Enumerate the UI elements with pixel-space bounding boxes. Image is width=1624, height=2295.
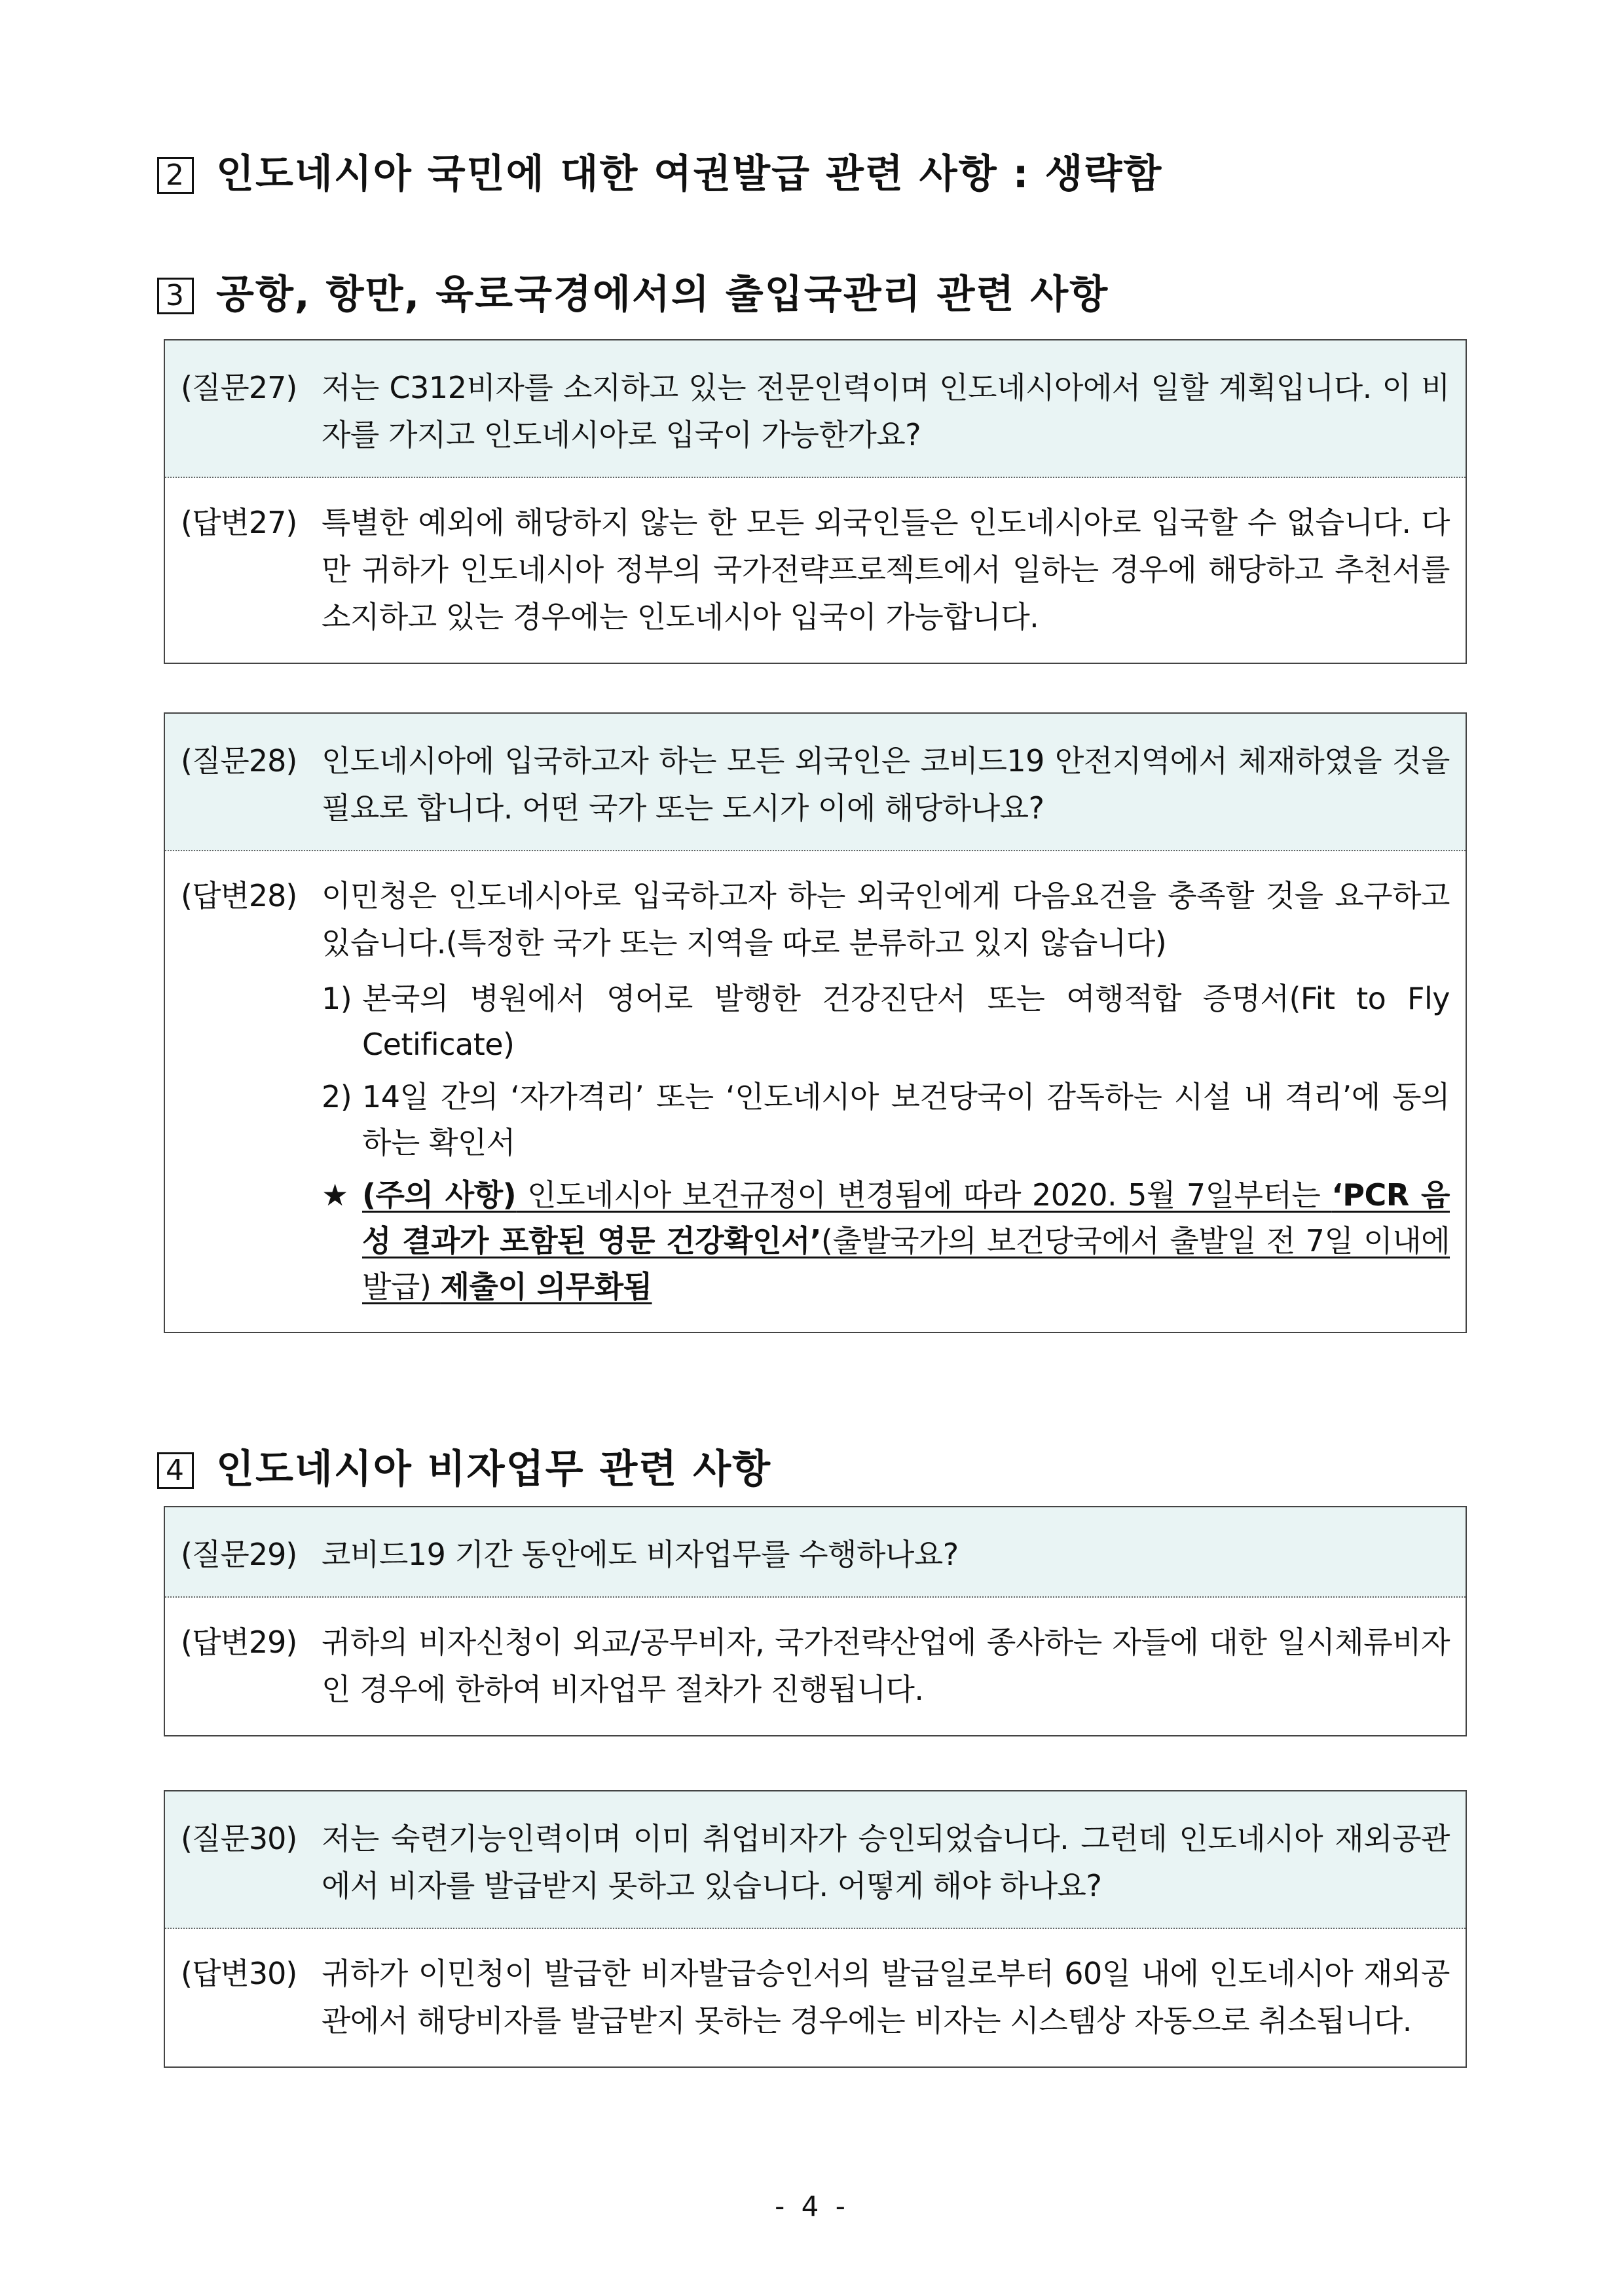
- caution-label: (주의 사항): [362, 1177, 517, 1213]
- question-row: [165, 340, 1466, 478]
- answer-text: 귀하의 비자신청이 외교/공무비자, 국가전략산업에 종사하는 자들에 대한 일시체류비자인 경우에 한하여 비자업무 절차가 진행됩니다.: [322, 1625, 1450, 1707]
- list-item-marker: 2): [322, 1079, 352, 1114]
- caution-note-text: [362, 1172, 1450, 1310]
- section-heading-2: [157, 148, 1162, 200]
- qa-box-28: [164, 712, 1467, 1333]
- answer-label: (답변28): [181, 878, 297, 913]
- section-title-text: 공항, 항만, 육로국경에서의 출입국관리 관련 사항: [216, 272, 1109, 318]
- question-text: 저는 숙련기능인력이며 이미 취업비자가 승인되었습니다. 그런데 인도네시아 재외공관에서 비자를 발급받지 못하고 있습니다. 어떻게 해야 하나요?: [322, 1821, 1450, 1903]
- answer-label: (답변29): [181, 1625, 297, 1660]
- question-text: 저는 C312비자를 소지하고 있는 전문인력이며 인도네시아에서 일할 계획입니다. 이 비자를 가지고 인도네시아로 입국이 가능한가요?: [322, 370, 1450, 452]
- question-label: (질문28): [181, 743, 297, 779]
- star-icon: ★: [322, 1177, 348, 1213]
- answer-text: 특별한 예외에 해당하지 않는 한 모든 외국인들은 인도네시아로 입국할 수 없습니다. 다만 귀하가 인도네시아 정부의 국가전략프로젝트에서 일하는 경우에 해당하고 추천서를 소지하고 있는 경우에는 인도네시아 입국이 가능합니다.: [322, 505, 1450, 634]
- question-label: (질문29): [181, 1537, 297, 1572]
- qa-box-29: [164, 1506, 1467, 1736]
- answer-label: (답변27): [181, 505, 297, 540]
- section-title-text: 인도네시아 비자업무 관련 사항: [216, 1446, 772, 1492]
- section-heading-3: [157, 268, 1109, 321]
- answer-row: [165, 478, 1466, 663]
- answer-text: 이민청은 인도네시아로 입국하고자 하는 외국인에게 다음요건을 충족할 것을 요구하고 있습니다.(특정한 국가 또는 지역을 따로 분류하고 있지 않습니다): [322, 878, 1450, 961]
- question-row: [165, 1507, 1466, 1598]
- qa-box-27: [164, 339, 1467, 664]
- list-item-marker: 1): [322, 981, 352, 1016]
- section-number-box: 4: [157, 1452, 194, 1489]
- section-number-box: 2: [157, 157, 194, 194]
- caution-note: [322, 1172, 1450, 1310]
- caution-emphasis: ‘PCR 음성 결과가 포함된 영문 건강확인서’: [362, 1177, 1450, 1258]
- question-text: 코비드19 기간 동안에도 비자업무를 수행하나요?: [322, 1537, 959, 1572]
- qa-box-30: [164, 1790, 1467, 2068]
- requirement-list: [322, 976, 1450, 1310]
- list-item: [322, 976, 1450, 1067]
- caution-emphasis: 제출이 의무화됨: [440, 1269, 652, 1304]
- answer-row: [165, 1598, 1466, 1735]
- caution-text-part: (출발국가의 보건당국에서 출발일 전 7일 이내에 발급): [362, 1223, 1450, 1304]
- answer-row: [165, 1929, 1466, 2066]
- question-label: (질문30): [181, 1821, 297, 1856]
- list-item-text: 본국의 병원에서 영어로 발행한 건강진단서 또는 여행적합 증명서(Fit to Fly Cetificate): [362, 981, 1450, 1062]
- list-item: [322, 1074, 1450, 1166]
- answer-label: (답변30): [181, 1956, 297, 1991]
- question-row: [165, 1791, 1466, 1929]
- section-heading-4: [157, 1443, 771, 1496]
- answer-text: 귀하가 이민청이 발급한 비자발급승인서의 발급일로부터 60일 내에 인도네시아 재외공관에서 해당비자를 발급받지 못하는 경우에는 비자는 시스템상 자동으로 취소됩니다.: [322, 1956, 1450, 2038]
- question-row: [165, 714, 1466, 851]
- section-number-box: 3: [157, 278, 194, 314]
- page-number: - 4 -: [775, 2190, 849, 2222]
- question-text: 인도네시아에 입국하고자 하는 모든 외국인은 코비드19 안전지역에서 체재하였을 것을 필요로 합니다. 어떤 국가 또는 도시가 이에 해당하나요?: [322, 743, 1450, 826]
- answer-row: [165, 851, 1466, 1332]
- question-label: (질문27): [181, 370, 297, 405]
- section-title-text: 인도네시아 국민에 대한 여권발급 관련 사항 : 생략함: [216, 151, 1163, 197]
- caution-text-part: 인도네시아 보건규정이 변경됨에 따라 2020. 5월 7일부터는: [516, 1177, 1332, 1213]
- list-item-text: 14일 간의 ‘자가격리’ 또는 ‘인도네시아 보건당국이 감독하는 시설 내 격리’에 동의하는 확인서: [362, 1079, 1450, 1160]
